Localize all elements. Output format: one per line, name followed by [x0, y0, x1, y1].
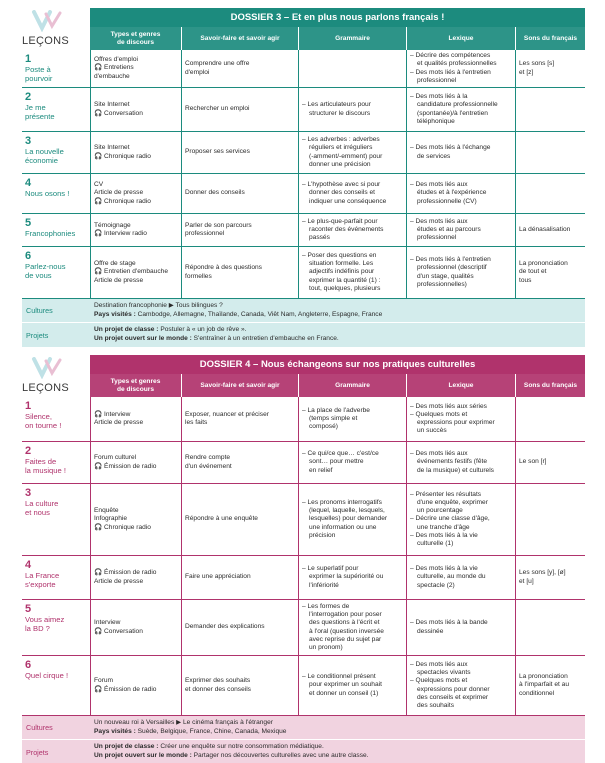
types-item: 🎧 Émission de radio	[94, 685, 157, 693]
savoir-item: Donner des conseils	[185, 189, 245, 197]
types-item: Article de presse	[94, 419, 144, 426]
lesson-row	[22, 88, 585, 132]
lecons-decoration-icon	[28, 10, 66, 32]
cell-savoir	[181, 247, 298, 298]
lesson-row	[22, 214, 585, 247]
column-header: Sons du français	[515, 27, 585, 50]
pays-list: Suède, Belgique, France, Chine, Canada, Mexique	[135, 727, 287, 735]
lecons-decoration-icon	[28, 357, 66, 379]
cell-grammaire	[298, 484, 406, 555]
lesson-row	[22, 132, 585, 174]
lesson-name: Vous aimez la BD ?	[25, 615, 65, 634]
column-header: Savoir-faire et savoir agir	[181, 374, 298, 397]
lecons-heading	[22, 8, 90, 50]
cell-lexique	[406, 484, 515, 555]
cell-grammaire	[298, 397, 406, 441]
cultures-label: Cultures	[26, 723, 53, 732]
cell-savoir	[181, 397, 298, 441]
cell-sons	[515, 247, 585, 298]
savoir-item: Faire une appréciation	[185, 573, 251, 581]
cell-types	[90, 214, 181, 246]
lexique-item: – Des mots liés à la candidature professionnelle (spontanée)/à l'entretien téléphonique	[410, 93, 498, 125]
cell-lexique	[406, 50, 515, 87]
cell-grammaire	[298, 214, 406, 246]
sons-item: La prononciation à l'imparfait et au conditionnel	[519, 673, 570, 697]
lexique-item: – Décrire une classe d'âge, une tranche d'âge	[410, 515, 490, 531]
lesson-name: Parlez-nous de vous	[25, 262, 66, 281]
lexique-item: – Quelques mots et expressions pour exprimer un succès	[410, 410, 495, 435]
projet-monde-text: Partager nos découvertes culturelles avec une autre classe.	[191, 752, 369, 759]
cell-lexique	[406, 556, 515, 599]
lesson-row	[22, 600, 585, 656]
cell-grammaire	[298, 88, 406, 131]
projet-monde	[94, 752, 581, 761]
types-item: Infographie	[94, 515, 127, 523]
types-item: 🎧 Chronique radio	[94, 523, 151, 531]
lesson-name: Quel cirque !	[25, 671, 69, 680]
lexique-item: – Des mots liés aux spectacles vivants	[410, 661, 471, 677]
column-header: Sons du français	[515, 374, 585, 397]
lesson-number: 2	[25, 91, 32, 103]
types-item: 🎧 Interview	[94, 410, 131, 418]
cultures-body	[90, 299, 585, 322]
sons-item: Le son [r]	[519, 458, 547, 466]
types-item: Forum culturel	[94, 454, 137, 462]
types-item: Site Internet	[94, 144, 130, 152]
cell-sons	[515, 442, 585, 483]
lesson-title[interactable]	[22, 88, 90, 131]
pays-label: Pays visités :	[94, 310, 136, 318]
sons-item: La dénasalisation	[519, 225, 571, 233]
cell-types	[90, 132, 181, 173]
sons-item: Les sons [y], [ø] et [u]	[519, 569, 566, 585]
lesson-number: 1	[25, 53, 32, 65]
cell-savoir	[181, 484, 298, 555]
grammaire-item: – Ce qui/ce que… c'est/ce sont… pour mettre en relief	[302, 450, 379, 474]
dossier3-header	[22, 8, 585, 50]
cell-sons	[515, 656, 585, 715]
savoir-item: Répondre à des questions formelles	[185, 264, 262, 280]
lexique-item: – Des mots liés à la vie culturelle (1)	[410, 531, 478, 547]
lesson-row	[22, 442, 585, 484]
cell-grammaire	[298, 656, 406, 715]
types-item: CV	[94, 181, 104, 189]
cultures-body	[90, 716, 585, 739]
lecons-label: LEÇONS	[22, 35, 70, 47]
cell-savoir	[181, 132, 298, 173]
types-item: 🎧 Chronique radio	[94, 152, 151, 160]
lexique-item: – Des mots liés à l'entretien professionnel (descriptif d'un stage, qualités professionnelles)	[410, 256, 491, 288]
column-header: Lexique	[406, 27, 515, 50]
types-item: 🎧 Émission de radio	[94, 569, 157, 577]
lesson-name: Francophonies	[25, 229, 76, 238]
lexique-item: – Décrire des compétences et qualités professionnelles	[410, 52, 497, 68]
header-right	[90, 8, 585, 50]
types-item: Article de presse	[94, 276, 144, 284]
lesson-name: La culture et nous	[25, 499, 59, 518]
pays-visites	[94, 311, 581, 320]
cell-savoir	[181, 556, 298, 599]
lexique-item: – Des mots liés aux études et à l'expérience professionnelle (CV)	[410, 181, 487, 205]
projet-classe-text: Créer une enquête sur notre consommation médiatique.	[158, 743, 324, 751]
lesson-name: Nous osons !	[25, 189, 70, 198]
cell-grammaire	[298, 556, 406, 599]
types-item: 🎧 Émission de radio	[94, 462, 157, 470]
projets-body	[90, 323, 585, 347]
cell-sons	[515, 397, 585, 441]
projets-row	[22, 740, 585, 763]
lexique-item: – Des mots liés aux événements festifs (fête de la musique) et culturels	[410, 450, 494, 474]
types-item: 🎧 Chronique radio	[94, 197, 151, 205]
cell-grammaire	[298, 600, 406, 655]
lesson-row	[22, 484, 585, 556]
types-item: Interview	[94, 619, 121, 627]
lesson-number: 5	[25, 603, 32, 615]
cell-grammaire	[298, 132, 406, 173]
column-header: Types et genres de discours	[90, 374, 181, 397]
cell-sons	[515, 214, 585, 246]
grammaire-item: – La place de l'adverbe (temps simple et composé)	[302, 406, 370, 431]
types-item: 🎧 Conversation	[94, 627, 143, 635]
lesson-number: 3	[25, 487, 32, 499]
header-right	[90, 355, 585, 397]
pays-list: Cambodge, Allemagne, Thaïlande, Canada, Viêt Nam, Angleterre, Espagne, France	[135, 310, 383, 318]
cell-savoir	[181, 174, 298, 213]
types-item: Forum	[94, 677, 114, 685]
projets-body	[90, 740, 585, 763]
grammaire-item: – Le superlatif pour exprimer la supériorité ou l'infériorité	[302, 565, 384, 589]
types-item: Offre de stage	[94, 260, 136, 268]
lesson-title[interactable]	[22, 214, 90, 246]
column-headers	[90, 27, 585, 50]
cell-savoir	[181, 50, 298, 87]
lesson-number: 4	[25, 559, 32, 571]
cell-types	[90, 397, 181, 441]
cell-lexique	[406, 174, 515, 213]
savoir-item: Répondre à une enquête	[185, 515, 258, 523]
projet-classe	[94, 326, 581, 335]
column-header: Savoir-faire et savoir agir	[181, 27, 298, 50]
savoir-item: Proposer ses services	[185, 148, 250, 156]
column-header: Lexique	[406, 374, 515, 397]
dossier-title: DOSSIER 3 – Et en plus nous parlons français !	[90, 8, 585, 27]
cell-lexique	[406, 88, 515, 131]
lesson-name: Poste à pourvoir	[25, 65, 53, 84]
projet-monde-label: Un projet ouvert sur le monde :	[94, 752, 192, 759]
lexique-item: – Des mots liés à l'échange de services	[410, 144, 491, 160]
lesson-number: 1	[25, 400, 32, 412]
types-item: Enquête	[94, 507, 119, 515]
grammaire-item: – Le plus-que-parfait pour raconter des événements passés	[302, 217, 384, 242]
grammaire-item: – Les articulateurs pour structurer le discours	[302, 101, 371, 117]
lexique-item: – Des mots liés à l'entretien professionnel	[410, 68, 491, 84]
grammaire-item: – Les formes de l'interrogation pour poser des questions à l'écrit et à l'oral (question inversée avec reprise du sujet par un pronom)	[302, 603, 384, 651]
projet-classe-text: Postuler à « un job de rêve ».	[158, 326, 247, 334]
lesson-title[interactable]	[22, 132, 90, 173]
grammaire-item: – L'hypothèse avec si pour donner des conseils et indiquer une conséquence	[302, 181, 387, 205]
cell-sons	[515, 600, 585, 655]
lecons-label: LEÇONS	[22, 382, 70, 394]
lesson-title[interactable]	[22, 247, 90, 298]
lesson-row	[22, 50, 585, 88]
lesson-title[interactable]	[22, 397, 90, 441]
cell-sons	[515, 50, 585, 87]
projet-classe-label: Un projet de classe :	[94, 743, 159, 751]
lesson-number: 2	[25, 445, 32, 457]
savoir-item: Rendre compte d'un événement	[185, 454, 232, 470]
types-item: Témoignage	[94, 221, 131, 229]
lesson-name: La France s'exporte	[25, 571, 60, 590]
cell-types	[90, 484, 181, 555]
lesson-title[interactable]	[22, 174, 90, 213]
lesson-number: 4	[25, 177, 32, 189]
lesson-title[interactable]	[22, 50, 90, 87]
lesson-name: Faites de la musique !	[25, 457, 66, 476]
lesson-row	[22, 247, 585, 299]
cell-savoir	[181, 442, 298, 483]
cell-grammaire	[298, 174, 406, 213]
grammaire-item: – Le conditionnel présent pour exprimer un souhait et donner un conseil (1)	[302, 673, 382, 697]
savoir-item: Comprendre une offre d'emploi	[185, 60, 250, 76]
cell-sons	[515, 556, 585, 599]
dossier-title: DOSSIER 4 – Nous échangeons sur nos pratiques culturelles	[90, 355, 585, 374]
sons-item: La prononciation de tout et tous	[519, 260, 568, 284]
column-header: Grammaire	[298, 27, 406, 50]
cell-lexique	[406, 132, 515, 173]
cell-lexique	[406, 397, 515, 441]
lecons-heading	[22, 355, 90, 397]
savoir-item: Rechercher un emploi	[185, 105, 250, 113]
types-item: 🎧 Entretiens d'embauche	[94, 64, 134, 80]
cell-grammaire	[298, 50, 406, 87]
cell-types	[90, 600, 181, 655]
projet-classe-label: Un projet de classe :	[94, 326, 159, 334]
cell-sons	[515, 174, 585, 213]
pays-visites	[94, 728, 581, 737]
savoir-item: Demander des explications	[185, 623, 265, 631]
lesson-number: 6	[25, 659, 32, 671]
lesson-title[interactable]	[22, 656, 90, 715]
column-header: Grammaire	[298, 374, 406, 397]
dossier4-header	[22, 355, 585, 397]
lesson-row	[22, 397, 585, 442]
savoir-item: Exposer, nuancer et préciser les faits	[185, 410, 269, 426]
cell-sons	[515, 88, 585, 131]
cell-grammaire	[298, 247, 406, 298]
lexique-item: – Des mots liés à la bande dessinée	[410, 619, 488, 635]
cell-types	[90, 247, 181, 298]
cell-lexique	[406, 214, 515, 246]
lesson-row	[22, 656, 585, 716]
projets-row	[22, 323, 585, 347]
types-item: Offres d'emploi	[94, 56, 139, 64]
cell-types	[90, 442, 181, 483]
column-header: Types et genres de discours	[90, 27, 181, 50]
projet-monde-label: Un projet ouvert sur le monde :	[94, 335, 192, 342]
types-item: 🎧 Entretien d'embauche	[94, 268, 168, 276]
types-item: Article de presse	[94, 189, 144, 197]
cell-lexique	[406, 600, 515, 655]
types-item: Site Internet	[94, 101, 130, 109]
cell-types	[90, 174, 181, 213]
cultures-line: Un nouveau roi à Versailles ▶ Le cinéma français à l'étranger	[94, 718, 273, 726]
projet-classe	[94, 743, 581, 752]
cultures-label: Cultures	[26, 306, 53, 315]
cell-savoir	[181, 656, 298, 715]
cultures-line: Destination francophonie ▶ Tous bilingues ?	[94, 301, 223, 309]
types-item: 🎧 Interview radio	[94, 230, 147, 237]
cell-sons	[515, 132, 585, 173]
lesson-number: 5	[25, 217, 32, 229]
sons-item: Les sons [s] et [z]	[519, 60, 555, 76]
dossier3-section	[22, 8, 585, 347]
lesson-number: 3	[25, 135, 32, 147]
lesson-name: Je me présente	[25, 103, 55, 122]
cell-grammaire	[298, 442, 406, 483]
lesson-number: 6	[25, 250, 32, 262]
lesson-title[interactable]	[22, 556, 90, 599]
lexique-item: – Des mots liés aux séries	[410, 402, 487, 410]
grammaire-item: – Les adverbes : adverbes réguliers et irréguliers (-amment/-emment) pour donner une précision	[302, 136, 383, 168]
cultures-row	[22, 299, 585, 323]
grammaire-item: – Poser des questions en situation formelle. Les adjectifs indéfinis pour exprimer la quantité (1) : tout, quelques, plusieurs	[302, 252, 381, 292]
lesson-title[interactable]	[22, 600, 90, 655]
types-item: 🎧 Conversation	[94, 109, 143, 117]
cell-sons	[515, 484, 585, 555]
cell-savoir	[181, 600, 298, 655]
projet-monde-text: S'entraîner à un entretien d'embauche en France.	[191, 335, 339, 342]
savoir-item: Exprimer des souhaits et donner des conseils	[185, 677, 251, 693]
cell-types	[90, 50, 181, 87]
cell-types	[90, 88, 181, 131]
types-item: Article de presse	[94, 577, 144, 585]
lexique-item: – Des mots liés à la vie culturelle, au monde du spectacle (2)	[410, 565, 486, 589]
lesson-title[interactable]	[22, 442, 90, 483]
lesson-title[interactable]	[22, 484, 90, 555]
cell-types	[90, 656, 181, 715]
projets-label: Projets	[26, 330, 49, 340]
grammaire-item: – Les pronoms interrogatifs (lequel, laquelle, lesquels, lesquelles) pour demander une information ou une précision	[302, 499, 388, 539]
lesson-name: La nouvelle économie	[25, 147, 64, 166]
projet-monde	[94, 335, 581, 344]
cultures-row	[22, 716, 585, 740]
dossier4-section	[22, 355, 585, 763]
cell-types	[90, 556, 181, 599]
lesson-name: Silence, on tourne !	[25, 412, 62, 431]
lesson-row	[22, 174, 585, 214]
cell-lexique	[406, 656, 515, 715]
lesson-row	[22, 556, 585, 600]
projets-label: Projets	[26, 747, 49, 757]
pays-label: Pays visités :	[94, 727, 136, 735]
lexique-item: – Présenter les résultats d'une enquête, exprimer un pourcentage	[410, 491, 488, 515]
lexique-item: – Quelques mots et expressions pour donner des conseils et exprimer des souhaits	[410, 677, 490, 709]
lexique-item: – Des mots liés aux études et au parcours professionnel	[410, 217, 481, 242]
cell-lexique	[406, 442, 515, 483]
column-headers	[90, 374, 585, 397]
cell-savoir	[181, 88, 298, 131]
cell-savoir	[181, 214, 298, 246]
cell-lexique	[406, 247, 515, 298]
savoir-item: Parler de son parcours professionnel	[185, 221, 252, 237]
